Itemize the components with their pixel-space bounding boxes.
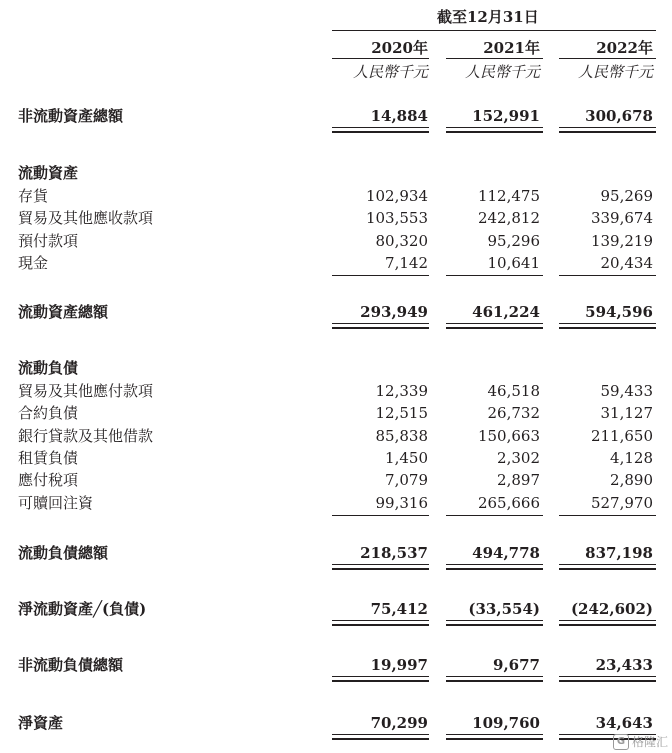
row-label: 存貨 — [18, 187, 49, 205]
subtotal-rule — [332, 275, 429, 276]
row-label: 貿易及其他應收款項 — [18, 209, 154, 227]
double-rule-bottom — [446, 327, 543, 329]
row-label: 現金 — [18, 254, 49, 272]
cell-value: 152,991 — [472, 107, 540, 125]
watermark — [613, 733, 668, 750]
unit-2020: 人民幣千元 — [352, 63, 428, 81]
double-rule-top — [332, 620, 429, 621]
cell-value: 12,515 — [375, 404, 428, 422]
cell-value: 12,339 — [375, 382, 428, 400]
section-heading-current-assets: 流動資產 — [18, 164, 79, 182]
double-rule-bottom — [446, 738, 543, 740]
cell-value: 300,678 — [585, 107, 653, 125]
cell-value: 46,518 — [487, 382, 540, 400]
double-rule-bottom — [559, 680, 656, 682]
cell-value: 594,596 — [585, 303, 653, 321]
subtotal-rule — [559, 275, 656, 276]
row-label: 應付稅項 — [18, 471, 79, 489]
cell-value: 1,450 — [385, 449, 428, 467]
year-2021-header: 2021年 — [483, 39, 540, 57]
cell-value: 19,997 — [370, 656, 428, 674]
cell-value: 339,674 — [590, 209, 653, 227]
cell-value: 837,198 — [585, 544, 653, 562]
double-rule-bottom — [332, 327, 429, 329]
row-label-noncurrent-liabilities-total: 非流動負債總額 — [18, 656, 124, 674]
row-label: 銀行貸款及其他借款 — [18, 427, 154, 445]
cell-value: 95,269 — [600, 187, 653, 205]
row-label: 租賃負債 — [18, 449, 79, 467]
cell-value: 293,949 — [360, 303, 428, 321]
cell-value: 26,732 — [487, 404, 540, 422]
cell-value: (33,554) — [468, 600, 540, 618]
cell-value: 80,320 — [375, 232, 428, 250]
cell-value: 242,812 — [477, 209, 540, 227]
year-rule-2020 — [332, 58, 429, 59]
cell-value: 14,884 — [370, 107, 428, 125]
cell-value: 150,663 — [477, 427, 540, 445]
cell-value: 70,299 — [370, 714, 428, 732]
header-rule — [332, 30, 656, 31]
double-rule-bottom — [332, 624, 429, 626]
row-label-net-current-assets: 淨流動資產╱(負債) — [18, 600, 147, 618]
double-rule-top — [332, 127, 429, 128]
cell-value: 2,890 — [610, 471, 653, 489]
double-rule-top — [446, 620, 543, 621]
row-label-noncurrent-assets-total: 非流動資產總額 — [18, 107, 124, 125]
subtotal-rule — [446, 275, 543, 276]
cell-value: 23,433 — [595, 656, 653, 674]
double-rule-top — [446, 127, 543, 128]
double-rule-bottom — [332, 680, 429, 682]
cell-value: 102,934 — [365, 187, 428, 205]
cell-value: 20,434 — [600, 254, 653, 272]
cell-value: 85,838 — [375, 427, 428, 445]
subtotal-rule — [446, 515, 543, 516]
cell-value: 99,316 — [375, 494, 428, 512]
double-rule-top — [559, 127, 656, 128]
double-rule-bottom — [559, 131, 656, 133]
cell-value: 34,643 — [595, 714, 653, 732]
section-heading-current-liabilities: 流動負債 — [18, 359, 79, 377]
cell-value: 9,677 — [493, 656, 540, 674]
year-rule-2022 — [559, 58, 656, 59]
cell-value: 10,641 — [487, 254, 540, 272]
watermark-logo-icon: G — [613, 734, 629, 750]
double-rule-top — [559, 620, 656, 621]
row-label: 貿易及其他應付款項 — [18, 382, 154, 400]
double-rule-bottom — [446, 568, 543, 570]
double-rule-top — [446, 676, 543, 677]
year-2022-header: 2022年 — [596, 39, 653, 57]
double-rule-top — [332, 734, 429, 735]
double-rule-top — [446, 564, 543, 565]
row-label: 可贖回注資 — [18, 494, 94, 512]
double-rule-bottom — [559, 624, 656, 626]
cell-value: 211,650 — [590, 427, 653, 445]
cell-value: 265,666 — [477, 494, 540, 512]
cell-value: 95,296 — [487, 232, 540, 250]
double-rule-top — [446, 734, 543, 735]
cell-value: 4,128 — [610, 449, 653, 467]
row-label: 預付款項 — [18, 232, 79, 250]
row-label-net-assets: 淨資產 — [18, 714, 64, 732]
cell-value: 139,219 — [590, 232, 653, 250]
double-rule-top — [332, 676, 429, 677]
cell-value: 103,553 — [365, 209, 428, 227]
double-rule-top — [559, 323, 656, 324]
period-header: 截至12月31日 — [437, 8, 539, 26]
double-rule-top — [559, 676, 656, 677]
year-rule-2021 — [446, 58, 543, 59]
cell-value: 2,897 — [497, 471, 540, 489]
double-rule-top — [332, 564, 429, 565]
cell-value: 527,970 — [590, 494, 653, 512]
cell-value: 7,142 — [385, 254, 428, 272]
double-rule-top — [332, 323, 429, 324]
cell-value: 494,778 — [472, 544, 540, 562]
double-rule-bottom — [559, 327, 656, 329]
double-rule-bottom — [446, 680, 543, 682]
watermark-text: 格隆汇 — [631, 735, 668, 749]
row-label-current-assets-total: 流動資產總額 — [18, 303, 109, 321]
cell-value: 59,433 — [600, 382, 653, 400]
cell-value: 218,537 — [360, 544, 428, 562]
cell-value: 112,475 — [477, 187, 540, 205]
unit-2021: 人民幣千元 — [464, 63, 540, 81]
row-label: 合約負債 — [18, 404, 79, 422]
year-2020-header: 2020年 — [371, 39, 428, 57]
double-rule-top — [559, 564, 656, 565]
cell-value: 2,302 — [497, 449, 540, 467]
double-rule-bottom — [559, 568, 656, 570]
cell-value: 75,412 — [370, 600, 428, 618]
subtotal-rule — [559, 515, 656, 516]
subtotal-rule — [332, 515, 429, 516]
cell-value: 109,760 — [472, 714, 540, 732]
double-rule-top — [446, 323, 543, 324]
double-rule-bottom — [332, 131, 429, 133]
row-label-current-liabilities-total: 流動負債總額 — [18, 544, 109, 562]
double-rule-bottom — [446, 131, 543, 133]
double-rule-bottom — [332, 568, 429, 570]
cell-value: (242,602) — [570, 600, 653, 618]
cell-value: 461,224 — [472, 303, 540, 321]
double-rule-bottom — [446, 624, 543, 626]
cell-value: 7,079 — [385, 471, 428, 489]
cell-value: 31,127 — [600, 404, 653, 422]
double-rule-bottom — [332, 738, 429, 740]
unit-2022: 人民幣千元 — [577, 63, 653, 81]
